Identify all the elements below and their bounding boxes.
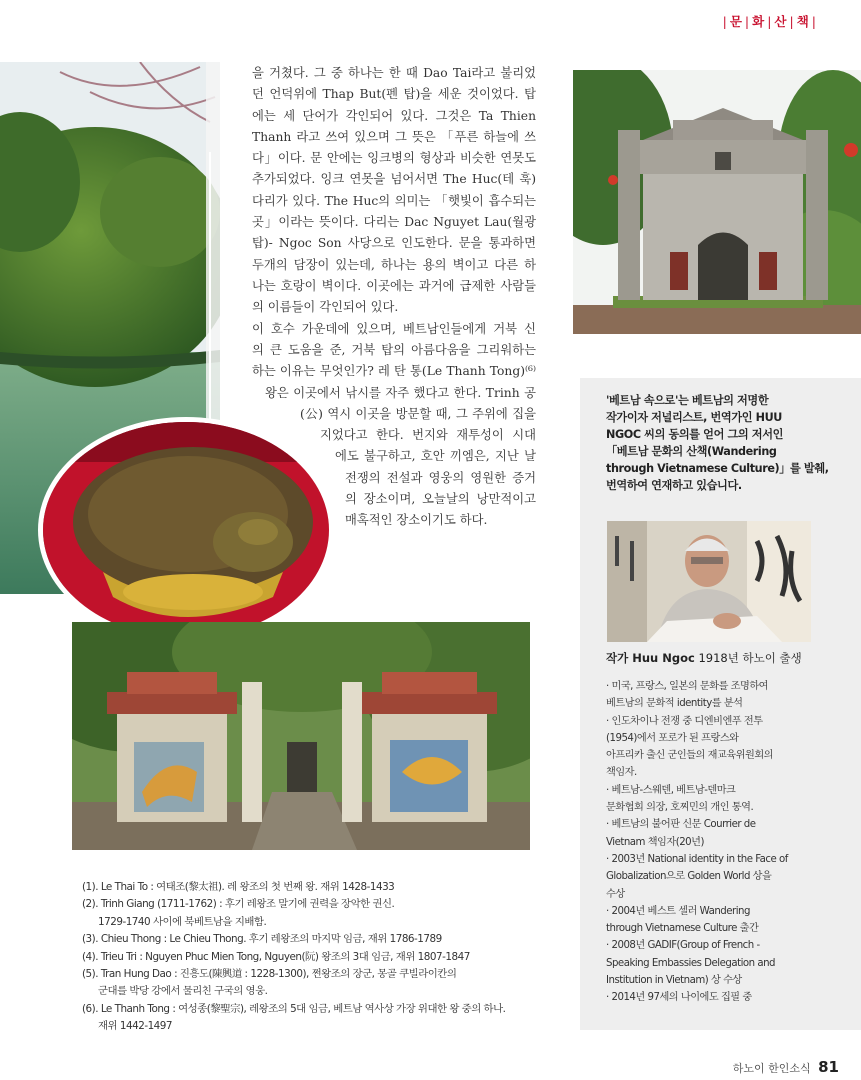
footnote (82, 949, 552, 966)
bio-line: · 2003년 National identity in the Face of (606, 853, 788, 865)
body-line: 의 장소이며, 오늘날의 낭만적이고 (345, 491, 536, 506)
footnote (82, 1001, 552, 1036)
bio-line: Institution in Vietnam) 상 수상 (606, 975, 742, 987)
body-line: 탑)- Ngoc Son 사당으로 인도한다. 문을 통과하면 (252, 236, 536, 251)
footnote (82, 966, 552, 1001)
footnote (82, 931, 552, 948)
list-item (606, 937, 851, 989)
footnote-line: (4). Trieu Tri : Nguyen Phuc Mien Tong, Nguyen(阮) 왕조의 3대 임금, 재위 1807-1847 (82, 950, 470, 963)
footnote-line: 군대를 박당 강에서 물리친 구국의 영웅. (98, 985, 268, 998)
list-item (606, 713, 851, 782)
intro-line: '베트남 속으로'는 베트남의 저명한 (606, 394, 769, 407)
bio-line: · 2004년 베스트 셀러 Wandering (606, 905, 750, 917)
intro-line: 번역하여 연재하고 있습니다. (606, 479, 742, 492)
footnote-line: (1). Le Thai To : 여태조(黎太祖). 레 왕조의 첫 번째 왕. 재위 1428-1433 (82, 881, 395, 893)
bio-line: (1954)에서 포로가 된 프랑스와 (606, 732, 739, 744)
body-line: 나는 호랑이 벽이다. 이곳에는 과거에 급제한 사람들 (252, 278, 536, 293)
bio-line: · 2008년 GADIF(Group of French - (606, 940, 760, 952)
bio-line: 문화협회 의장, 호찌민의 개인 통역. (606, 802, 754, 814)
section-tag: | 문 | 화 | 산 | 책 | (722, 14, 817, 29)
list-item (606, 851, 851, 903)
intro-line: NGOC 씨의 동의를 얻어 그의 저서인 (606, 428, 784, 441)
body-line: 다」이다. 문 안에는 잉크병의 형상과 비슷한 연못도 (252, 151, 536, 166)
section-tag-char: 화 (752, 14, 766, 29)
bio-line: 수상 (606, 888, 625, 900)
bio-line: Globalization으로 Golden World 상을 (606, 871, 772, 883)
body-line: 다리가 있다. The Huc의 의미는 「햇빛이 흡수되는 (252, 193, 536, 208)
body-line: 추가되었다. 잉크 연못을 넘어서면 The Huc(테 훅) (252, 172, 536, 187)
bio-line: through Vietnamese Culture 출간 (606, 923, 759, 935)
footnote-line: 재위 1442-1497 (98, 1020, 173, 1033)
bio-line: · 베트남의 불어판 신문 Courrier de (606, 819, 756, 831)
footnote-line: (2). Trinh Giang (1711-1762) : 후기 레왕조 말기에 권력을 장악한 권신. (82, 898, 395, 911)
body-line: 지었다고 한다. 번지와 재투성이 시대 (320, 428, 536, 443)
bio-line: 아프리카 출신 군인들의 재교육위원회의 (606, 750, 774, 762)
body-line: (公) 역시 이곳을 방문할 때, 그 주위에 집을 (300, 406, 536, 421)
body-line: 왕은 이곳에서 낚시를 자주 했다고 한다. Trinh 공 (265, 385, 536, 400)
footnote-line: (3). Chieu Thong : Le Chieu Thong. 후기 레왕조의 마지막 임금, 재위 1786-1789 (82, 933, 442, 946)
page-number: 81 (818, 1058, 839, 1076)
list-item (606, 989, 851, 1006)
author-info-box (580, 378, 861, 1030)
author-line (606, 650, 802, 666)
article-body-wrap (0, 383, 536, 532)
body-line: 을 거쳤다. 그 중 하나는 한 때 Dao Tai라고 불리었 (252, 66, 536, 80)
page-footer (733, 1058, 839, 1076)
body-line: 에도 불구하고, 호안 끼엠은, 지난 날 (335, 449, 536, 464)
footnote (82, 896, 552, 931)
publication-name: 하노이 한인소식 (732, 1062, 811, 1075)
intro-line: through Vietnamese Culture)」를 발췌, (606, 462, 829, 475)
bio-line: Vietnam 책임자(20년) (606, 836, 704, 848)
author-name: 작가 Huu Ngoc (606, 651, 695, 665)
series-intro (606, 392, 838, 494)
footnote-line: 1729-1740 사이에 북베트남을 지배함. (98, 915, 267, 928)
bio-line: 책임자. (606, 767, 637, 779)
body-line: Thanh 라고 쓰여 있으며 그 뜻은 「푸른 하늘에 쓰 (252, 129, 536, 144)
footnote (82, 879, 552, 896)
bio-line: · 인도차이나 전쟁 중 디엔비엔푸 전투 (606, 715, 763, 727)
bio-line: · 2014년 97세의 나이에도 집필 중 (606, 992, 752, 1004)
temple-gate-photo (573, 70, 861, 334)
body-line: 곳」이라는 뜻이다. 다리는 Dac Nguyet Lau(월광 (252, 215, 536, 230)
intro-line: 「베트남 문화의 산책(Wandering (606, 445, 777, 458)
intro-line: 작가이자 저널리스트, 번역가인 HUU (606, 411, 782, 424)
bio-line: · 베트남-스웨덴, 베트남-덴마크 (606, 784, 736, 796)
footnotes (82, 879, 552, 1036)
section-tag-char: 산 (774, 14, 788, 29)
body-line: 에는 세 단어가 각인되어 있다. 그것은 Ta Thien (252, 108, 536, 123)
section-tag-char: 문 (729, 14, 743, 29)
bio-line: 베트남의 문화적 identity를 분석 (606, 698, 743, 710)
author-birth: 1918년 하노이 출생 (698, 651, 802, 665)
ngoc-son-temple-photo (72, 622, 530, 850)
bio-line: Speaking Embassies Delegation and (606, 957, 776, 969)
list-item (606, 903, 851, 938)
author-portrait (607, 521, 811, 642)
list-item (606, 816, 851, 851)
body-line: 하는 이유는 무엇인가? 레 탄 통(Le Thanh Tong)⁽⁶⁾ (252, 364, 536, 379)
footnote-line: (5). Tran Hung Dao : 진흥도(陳興道 : 1228-1300), 쩐왕조의 장군, 몽골 쿠빌라이칸의 (82, 968, 457, 981)
list-item (606, 678, 851, 713)
section-tag-char: 책 (796, 14, 810, 29)
list-item (606, 782, 851, 817)
body-line: 의 큰 도움을 준, 거북 탑의 아름다움을 그리워하는 (252, 342, 536, 357)
body-line: 던 언덕위에 Thap But(펜 탑)을 세운 것이었다. 탑 (252, 87, 536, 102)
body-line: 이 호수 가운데에 있으며, 베트남인들에게 거북 신 (252, 321, 536, 336)
footnote-line: (6). Le Thanh Tong : 여성종(黎聖宗), 레왕조의 5대 임금, 베트남 역사상 가장 위대한 왕 중의 하나. (82, 1002, 506, 1015)
body-line: 의 이름들이 각인되어 있다. (252, 300, 399, 315)
body-line: 매혹적인 장소이기도 하다. (345, 513, 488, 528)
author-bio-list (606, 678, 851, 1007)
body-line: 전쟁의 전설과 영웅의 영원한 증거 (345, 470, 536, 485)
article-body (252, 63, 536, 382)
body-line: 두개의 담장이 있는데, 하나는 용의 벽이고 다른 하 (252, 257, 536, 272)
bio-line: · 미국, 프랑스, 일본의 문화를 조명하여 (606, 681, 769, 692)
